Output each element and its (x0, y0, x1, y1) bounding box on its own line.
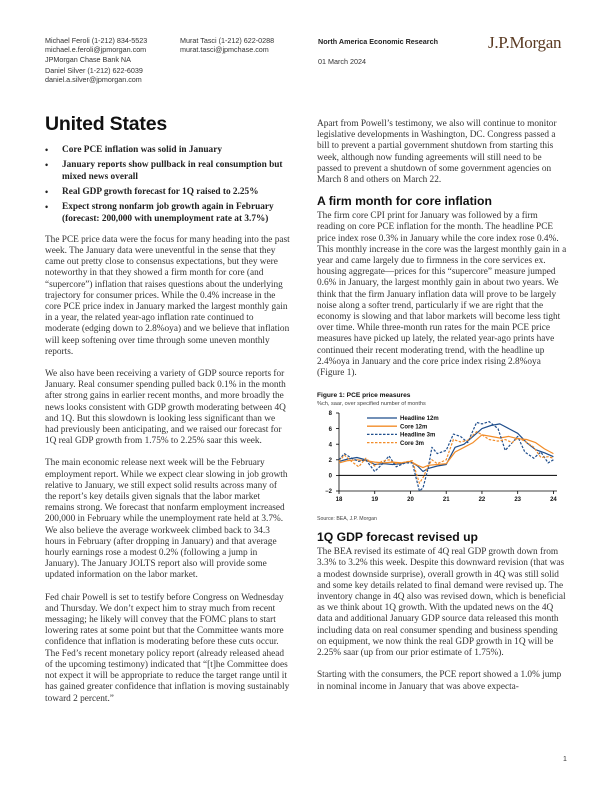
key-point: • January reports show pullback in real consumption but mixed news overall (45, 160, 290, 182)
y-tick-label: 2 (328, 458, 332, 465)
key-point: • Real GDP growth forecast for 1Q raised to 2.25% (45, 187, 290, 198)
author-line: Daniel Silver (1-212) 622-6039 (45, 65, 143, 75)
author-email[interactable]: michael.e.feroli@jpmorgan.com (45, 45, 147, 55)
body-paragraph: We also have been receiving a variety of GDP source reports for January. Real consumer spending pulled back 0.1% in the month after strong gains in earlier recent months, and more broadly the news looks consistent with GDP growth moderating between 4Q and 1Q. But this slowdown is looking less significant than we had previously been anticipating, and we raised our forecast for 1Q real GDP growth from 1.75% to 2.25% saar this week. (45, 369, 286, 447)
section-heading: 1Q GDP forecast revised up (317, 530, 478, 545)
page-number: 1 (563, 756, 567, 763)
legend-label: Headline 12m (400, 416, 439, 423)
figure-title: Figure 1: PCE price measures (317, 392, 411, 400)
key-point: • Core PCE inflation was solid in January (45, 145, 290, 156)
body-paragraph: The main economic release next week will be the February employment report. While we expect clear slowing in job growth relative to January, we still expect solid results across many of the report’s key details given signals that the labor market remains strong. We forecast that nonfarm employment increased 200,000 in February while the unemployment rate held at 3.7%. We also believe the average workweek climbed back to 34.3 hours in February (after dropping in January) and that average hourly earnings rose a modest 0.2% (following a jump in January). The January JOLTS report also will provide some updated information on the labor market. (45, 458, 288, 581)
pce-line-chart (317, 409, 567, 518)
x-tick-label: 20 (407, 497, 414, 504)
x-tick-label: 21 (442, 497, 450, 504)
right-column (317, 119, 567, 704)
y-tick-label: 6 (328, 427, 332, 434)
section-heading: A firm month for core inflation (317, 194, 492, 209)
publication-date: 01 March 2024 (318, 57, 366, 66)
figure-1 (317, 392, 567, 522)
left-column (45, 113, 290, 716)
key-point: • Expect strong nonfarm job growth again in February (forecast: 200,000 with unemployment rate at 3.7%) (45, 202, 290, 224)
body-paragraph: The firm core CPI print for January was followed by a firm reading on core PCE inflation for the month. The headline PCE price index rose 0.3% in January while the core index rose 0.4%. This monthly increase in the core was the largest monthly gain in a year and came largely due to firmness in the core services ex. housing aggregate—prices for this “supercore” measure jumped 0.6% in January, the largest monthly gain in about two years. We think that the firm January inflation data will prove to be largely noise along a softer trend, particularly if we are right that the economy is slowing and that labor markets will become less tight over time. While three-month run rates for the main PCE price measures have picked up lately, the related year-ago prints have continued their recent moderating trend, with the headline up 2.4%oya in January and the core price index rising 2.8%oya (Figure 1). (317, 211, 567, 379)
x-tick-label: 23 (514, 497, 522, 504)
legend-label: Core 3m (400, 441, 425, 448)
y-tick-label: 8 (328, 411, 332, 418)
page-title: United States (45, 113, 168, 135)
legend-label: Headline 3m (400, 432, 436, 439)
author-line: Michael Feroli (1-212) 834-5523 (45, 36, 148, 45)
body-paragraph: Apart from Powell’s testimony, we also will continue to monitor legislative developments in Washington, DC. Congress passed a bill to prevent a partial government shutdown from starting this week, although now funding agreements will still need to be passed to prevent a shutdown of some government agencies on March 8 and others on March 22. (317, 119, 557, 186)
body-paragraph: Starting with the consumers, the PCE report showed a 1.0% jump in nominal income in January that was above expecta- (317, 670, 562, 692)
author-contacts-right (180, 36, 274, 55)
publication-name: North America Economic Research (318, 37, 438, 46)
author-email[interactable]: daniel.a.silver@jpmorgan.com (45, 75, 142, 85)
jpmorgan-logo: J.P.Morgan (488, 33, 562, 52)
body-paragraph: The PCE price data were the focus for many heading into the past week. The January data were uneventful in the sense that they came out pretty close to consensus expectations, but they were noteworthy in that they showed a firm month for core (and “supercore”) inflation that raises questions about the underlying trajectory for consumer prices. While the 0.4% increase in the core PCE price index in January marked the largest monthly gain in a year, the related year-ago inflation rate continued to moderate (edging down to 2.8%oya) and we believe that inflation will keep softening over time through some uneven monthly reports. (45, 234, 290, 357)
x-tick-label: 24 (550, 497, 557, 504)
x-tick-label: 19 (371, 497, 379, 504)
author-line: Murat Tasci (1-212) 622-0288 (180, 36, 275, 45)
author-contacts-left (45, 36, 147, 84)
legend-label: Core 12m (400, 424, 428, 431)
body-paragraph: Fed chair Powell is set to testify before Congress on Wednesday and Thursday. We don’t expect him to stray much from recent messaging; he likely will convey that the FOMC plans to start lowering rates at some point but that the Committee wants more confidence that inflation is moderating before these cuts occur. The Fed’s recent monetary policy report (already released ahead of the upcoming testimony) indicated that “[t]he Committee does not expect it will be appropriate to reduce the target range until it has gained greater confidence that inflation is moving sustainably toward 2 percent.” (45, 592, 290, 704)
author-email[interactable]: murat.tasci@jpmchase.com (180, 45, 269, 55)
series-headline-12m (339, 424, 553, 472)
x-tick-label: 18 (335, 497, 343, 504)
author-affiliation: JPMorgan Chase Bank NA (45, 54, 131, 64)
y-tick-label: 4 (328, 442, 332, 449)
key-points-list (45, 145, 290, 225)
y-tick-label: −2 (325, 489, 332, 496)
figure-source: Source: BEA, J.P. Morgan (317, 516, 377, 523)
y-tick-label: 0 (328, 473, 332, 480)
chart-canvas (317, 409, 567, 513)
x-tick-label: 22 (478, 497, 486, 504)
publication-info (318, 37, 438, 66)
body-paragraph: The BEA revised its estimate of 4Q real GDP growth down from 3.3% to 3.2% this week. Despite this downward revision (that was a modest downside surprise), overall growth in 4Q was still solid and some key details related to final demand were revised up. The inventory change in 4Q also was revised down, which is beneficial as we think about 1Q growth. With the updated news on the 4Q data and additional January GDP source data released this month including data on real consumer spending and business spending on equipment, we now think the real GDP growth in 1Q will be 2.25% saar (up from our prior estimate of 1.75%). (317, 547, 566, 659)
series-headline-3m (339, 422, 553, 491)
figure-subtitle: %ch, saar, over specified number of months (317, 401, 426, 408)
